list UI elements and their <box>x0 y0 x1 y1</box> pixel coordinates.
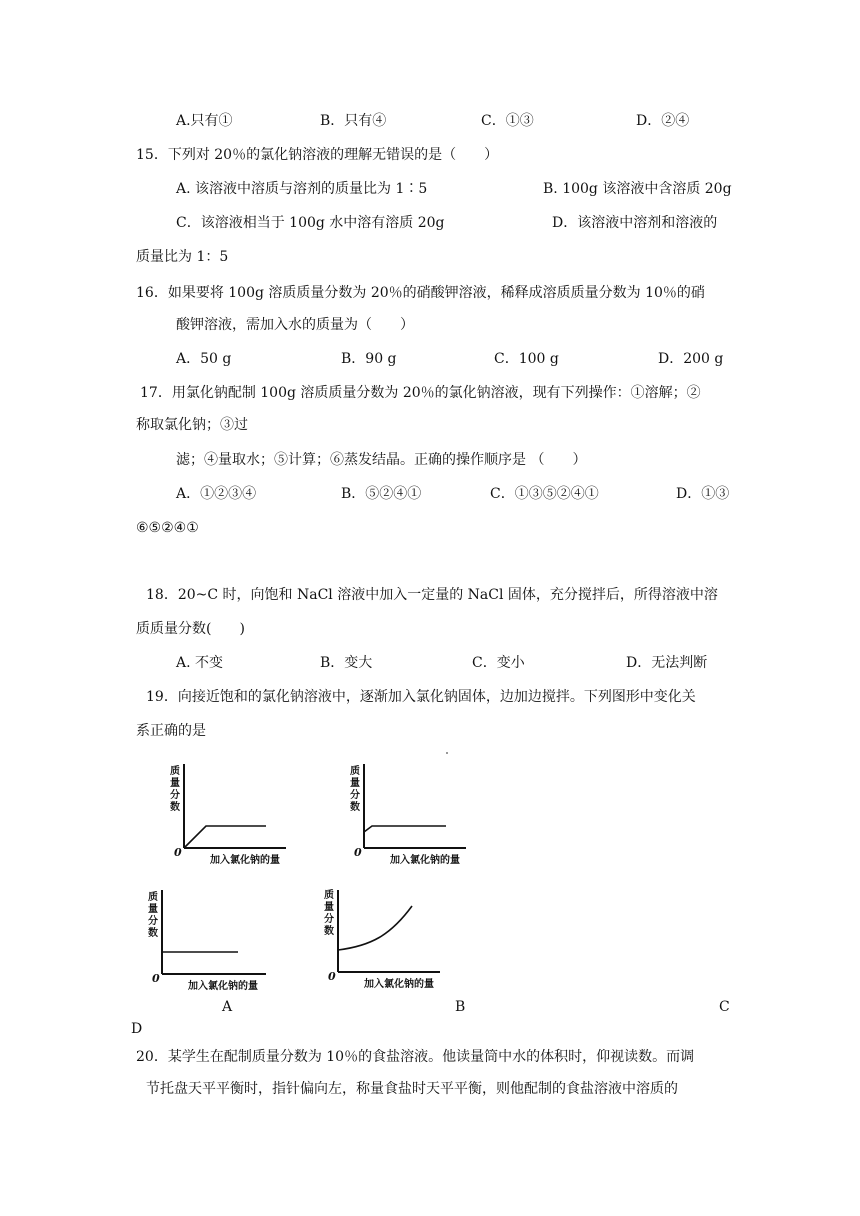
q15-option-a: A. 该溶液中溶质与溶剂的质量比为 1∶5 <box>176 181 428 197</box>
svg-text:量: 量 <box>148 904 158 915</box>
svg-text:质: 质 <box>350 766 360 777</box>
graph-d-curve <box>338 906 412 950</box>
q15-option-d-continued: 质量比为 1：5 <box>136 249 229 265</box>
svg-text:数: 数 <box>324 926 334 937</box>
svg-text:量: 量 <box>350 778 360 789</box>
svg-text:分: 分 <box>350 790 360 801</box>
q14-option-a: A.只有① <box>176 113 233 129</box>
q17-stem-line3: 滤；④量取水；⑤计算；⑥蒸发结晶。正确的操作顺序是 （ ） <box>176 452 587 468</box>
svg-text:数: 数 <box>148 928 158 939</box>
q16-option-c: C．100 g <box>494 351 559 367</box>
graph-a <box>166 760 296 870</box>
q20-stem-line1: 20．某学生在配制质量分数为 10％的食盐溶液。他读量筒中水的体积时，仰视读数。而调 <box>136 1049 695 1065</box>
q17-option-b: B．⑤②④① <box>341 486 422 502</box>
q17-stem-line1: 17．用氯化钠配制 100g 溶质质量分数为 20％的氯化钠溶液，现有下列操作：①溶解；② <box>140 385 701 401</box>
q16-stem-line2: 酸钾溶液，需加入水的质量为（ ） <box>176 317 414 333</box>
q14-option-d: D．②④ <box>636 113 690 129</box>
q16-option-b: B．90 g <box>341 351 397 367</box>
svg-text:数: 数 <box>350 802 360 813</box>
graph-c-xlabel: 加入氯化钠的量 <box>188 981 258 992</box>
graph-b <box>346 760 476 870</box>
graph-label-a: A <box>222 999 233 1015</box>
graph-d <box>320 886 450 996</box>
graph-b-curve <box>364 826 446 832</box>
q18-option-d: D．无法判断 <box>626 655 708 671</box>
graph-c-ylabel <box>148 890 158 939</box>
q18-stem-line1: 18．20~C 时，向饱和 NaCl 溶液中加入一定量的 NaCl 固体，充分搅拌后，所得溶液中溶 <box>146 587 718 603</box>
graph-a-ylabel <box>170 764 180 813</box>
q20-stem-line2: 节托盘天平平衡时，指针偏向左，称量食盐时天平平衡，则他配制的食盐溶液中溶质的 <box>146 1081 678 1097</box>
q15-option-d: D．该溶液中溶剂和溶液的 <box>552 215 718 231</box>
q18-option-a: A. 不变 <box>176 655 224 671</box>
graph-label-d: D <box>131 1021 143 1037</box>
q17-option-c: C．①③⑤②④① <box>490 486 599 502</box>
graph-c <box>146 886 276 996</box>
svg-text:量: 量 <box>170 778 180 789</box>
svg-text:质: 质 <box>170 766 180 777</box>
q17-stem-line2: 称取氯化钠；③过 <box>136 417 248 433</box>
graph-b-xlabel: 加入氯化钠的量 <box>390 855 460 866</box>
svg-text:质: 质 <box>324 890 334 901</box>
graph-d-origin: 0 <box>328 970 336 983</box>
graph-a-xlabel: 加入氯化钠的量 <box>210 855 280 866</box>
q15-option-b: B. 100g 该溶液中含溶质 20g <box>543 181 732 197</box>
graph-d-xlabel: 加入氯化钠的量 <box>364 979 434 990</box>
q14-option-b: B．只有④ <box>320 113 387 129</box>
svg-text:分: 分 <box>324 914 334 925</box>
q15-option-c: C．该溶液相当于 100g 水中溶有溶质 20g <box>176 215 445 231</box>
svg-text:分: 分 <box>170 790 180 801</box>
svg-text:数: 数 <box>170 802 180 813</box>
graph-label-c: C <box>719 999 730 1015</box>
graph-b-ylabel <box>350 764 360 813</box>
q19-stem-line1: 19．向接近饱和的氯化钠溶液中，逐渐加入氯化钠固体，边加边搅拌。下列图形中变化关 <box>146 689 696 705</box>
graph-c-origin: 0 <box>152 972 160 985</box>
q16-option-d: D．200 g <box>658 351 724 367</box>
q15-stem: 15．下列对 20％的氯化钠溶液的理解无错误的是（ ） <box>136 147 499 163</box>
q17-option-d-continued: ⑥⑤②④① <box>136 520 199 536</box>
q18-option-c: C．变小 <box>472 655 525 671</box>
q19-stem-line2: 系正确的是 <box>136 723 206 739</box>
q16-stem-line1: 16．如果要将 100g 溶质质量分数为 20％的硝酸钾溶液，稀释成溶质质量分数为 10％的硝 <box>136 285 705 301</box>
q17-option-a: A．①②③④ <box>176 486 257 502</box>
svg-text:量: 量 <box>324 902 334 913</box>
graph-b-origin: 0 <box>354 846 362 859</box>
q17-option-d: D．①③ <box>676 486 730 502</box>
q18-option-b: B．变大 <box>320 655 373 671</box>
svg-text:分: 分 <box>148 916 158 927</box>
graph-d-ylabel <box>324 888 334 937</box>
q16-option-a: A．50 g <box>176 351 232 367</box>
q14-option-c: C．①③ <box>481 113 534 129</box>
graph-a-curve <box>184 826 266 848</box>
graph-a-origin: 0 <box>174 846 182 859</box>
svg-text:质: 质 <box>148 892 158 903</box>
graph-label-b: B <box>455 999 466 1015</box>
scan-speck <box>446 752 448 754</box>
q18-stem-line2: 质质量分数( ) <box>136 621 245 637</box>
